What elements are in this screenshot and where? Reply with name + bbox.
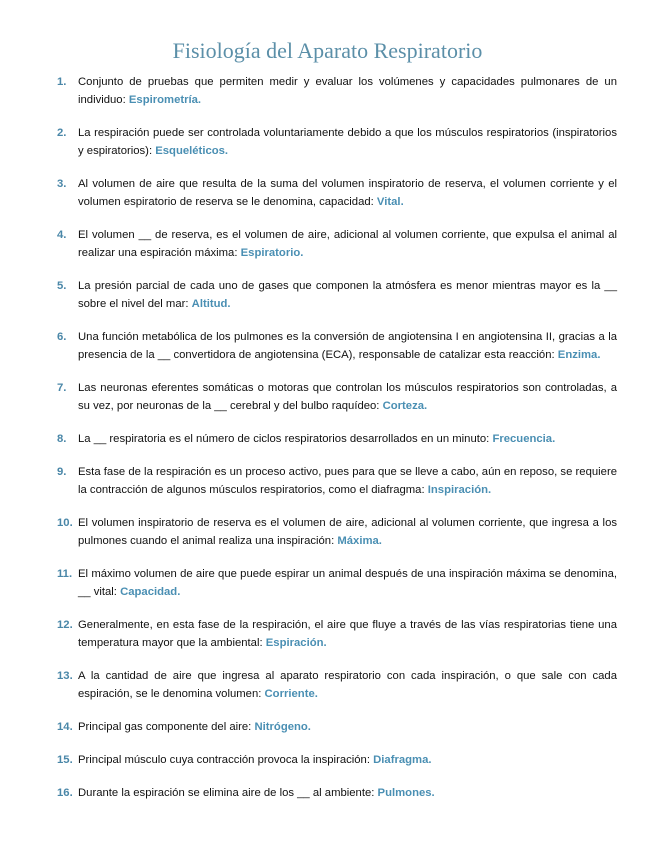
item-answer: Altitud. (191, 298, 231, 310)
list-item (57, 751, 617, 769)
item-text: El máximo volumen de aire que puede espirar un animal después de una inspiración máxima se denomina, __ vital: (78, 568, 617, 598)
item-text: A la cantidad de aire que ingresa al aparato respiratorio con cada inspiración, o que sale con cada espiración, se le denomina volumen: (78, 670, 617, 700)
item-answer: Espiratorio. (240, 247, 304, 259)
list-item (57, 514, 617, 550)
item-answer: Capacidad. (120, 586, 181, 598)
item-text: La respiración puede ser controlada voluntariamente debido a que los músculos respiratorios (inspiratorios y espiratorios): (78, 127, 617, 157)
list-item (57, 565, 617, 601)
list-item (57, 616, 617, 652)
page-title: Fisiología del Aparato Respiratorio (172, 38, 483, 63)
list-item (57, 718, 617, 736)
item-text: El volumen inspiratorio de reserva es el volumen de aire, adicional al volumen corriente, que ingresa a los pulmones cuando el animal realiza una inspiración: (78, 517, 617, 547)
item-text: Al volumen de aire que resulta de la suma del volumen inspiratorio de reserva, el volumen corriente y el volumen espiratorio de reserva se le denomina, capacidad: (78, 178, 617, 208)
item-number: 10. (57, 517, 73, 529)
item-number: 7. (57, 382, 67, 394)
item-text: Principal músculo cuya contracción provoca la inspiración: (78, 754, 370, 766)
item-text: La presión parcial de cada uno de gases que componen la atmósfera es menor mientras mayor es la __ sobre el nivel del mar: (78, 280, 617, 310)
item-answer: Inspiración. (427, 484, 492, 496)
item-text: Durante la espiración se elimina aire de los __ al ambiente: (78, 787, 375, 799)
list-item (57, 277, 617, 313)
item-number: 13. (57, 670, 73, 682)
item-answer: Vital. (376, 196, 404, 208)
item-number: 15. (57, 754, 73, 766)
item-text: El volumen __ de reserva, es el volumen de aire, adicional al volumen corriente, que expulsa el animal al realizar una espiración máxima: (78, 229, 617, 259)
item-text: La __ respiratoria es el número de ciclos respiratorios desarrollados en un minuto: (78, 433, 490, 445)
item-text: Las neuronas eferentes somáticas o motoras que controlan los músculos respiratorios son controladas, a su vez, por neuronas de la __ cerebral y del bulbo raquídeo: (78, 382, 617, 412)
item-number: 14. (57, 721, 73, 733)
item-number: 16. (57, 787, 73, 799)
item-number: 1. (57, 76, 67, 88)
item-number: 8. (57, 433, 67, 445)
item-number: 3. (57, 178, 67, 190)
item-answer: Nitrógeno. (254, 721, 311, 733)
item-answer: Corriente. (264, 688, 318, 700)
list-item (57, 430, 617, 448)
item-answer: Diafragma. (373, 754, 432, 766)
item-text: Conjunto de pruebas que permiten medir y evaluar los volúmenes y capacidades pulmonares de un individuo: (78, 76, 617, 106)
item-answer: Espiración. (265, 637, 327, 649)
item-answer: Esqueléticos. (155, 145, 229, 157)
item-number: 5. (57, 280, 67, 292)
item-text: Una función metabólica de los pulmones es la conversión de angiotensina I en angiotensina II, gracias a la presencia de la __ convertidora de angiotensina (ECA), responsable de catalizar esta reacción: (78, 331, 617, 361)
item-text: Esta fase de la respiración es un proceso activo, pues para que se lleve a cabo, aún en reposo, se requiere la contracción de algunos músculos respiratorios, como el diafragma: (78, 466, 617, 496)
item-answer: Pulmones. (377, 787, 435, 799)
list-item (57, 175, 617, 211)
item-answer: Corteza. (382, 400, 428, 412)
item-text: Generalmente, en esta fase de la respiración, el aire que fluye a través de las vías respiratorias tiene una temperatura mayor que la ambiental: (78, 619, 617, 649)
item-number: 12. (57, 619, 73, 631)
list-item (57, 784, 617, 802)
list-item (57, 463, 617, 499)
item-answer: Máxima. (337, 535, 382, 547)
item-text: Principal gas componente del aire: (78, 721, 252, 733)
list-item (57, 73, 617, 109)
list-item (57, 328, 617, 364)
item-answer: Frecuencia. (492, 433, 556, 445)
question-list (57, 73, 617, 817)
list-item (57, 124, 617, 160)
item-answer: Enzima. (557, 349, 601, 361)
item-number: 11. (57, 568, 73, 580)
item-number: 9. (57, 466, 67, 478)
item-number: 2. (57, 127, 67, 139)
item-number: 4. (57, 229, 67, 241)
list-item (57, 379, 617, 415)
item-number: 6. (57, 331, 67, 343)
item-answer: Espirometría. (128, 94, 202, 106)
list-item (57, 226, 617, 262)
list-item (57, 667, 617, 703)
